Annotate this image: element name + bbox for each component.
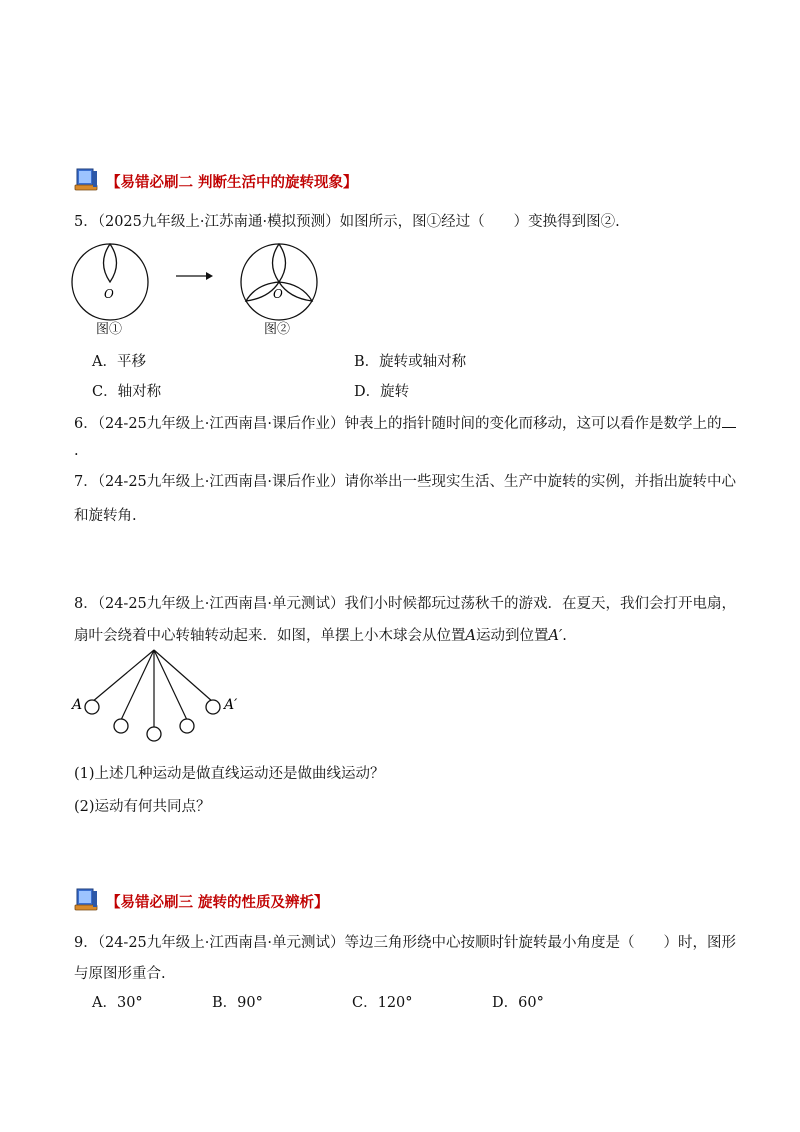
q5-option-a: A．平移 [92, 354, 146, 370]
question-8-line-1: 8．（24-25九年级上·江西南昌·单元测试）我们小时候都玩过荡秋千的游戏．在夏天，我们会打开电扇， [74, 596, 736, 612]
q8-line-2-end: . [562, 628, 567, 644]
question-9-line-2: 与原图形重合. [74, 966, 166, 982]
fig2-caption: 图② [264, 322, 291, 337]
section-header-2 [74, 166, 358, 196]
book-icon [74, 885, 100, 917]
position-a-prime: A′ [548, 628, 563, 644]
question-8-sub-2: (2)运动有何共同点？ [74, 799, 211, 815]
question-7-line-1: 7．（24-25九年级上·江西南昌·课后作业）请你举出一些现实生活、生产中旋转的实例，并指出旋转中心 [74, 474, 736, 490]
q5-option-d: D．旋转 [354, 384, 410, 400]
answer-blank [722, 413, 736, 428]
section-title: 【易错必刷三 旋转的性质及辨析】 [106, 894, 329, 911]
question-5-text: 5．（2025九年级上·江苏南通·模拟预测）如图所示，图①经过（ ）变换得到图②. [74, 214, 620, 230]
q9-option-b: B．90° [212, 995, 263, 1011]
fig2-center-label: O [273, 287, 283, 301]
q8-line-2-part-a: 扇叶会绕着中心转轴转动起来．如图，单摆上小木球会从位置 [74, 628, 466, 644]
q9-option-a: A．30° [92, 995, 143, 1011]
question-6-text [74, 413, 736, 434]
q5-option-c: C．轴对称 [92, 384, 162, 400]
position-a: A [465, 628, 476, 644]
pendulum-figure [66, 646, 256, 746]
question-8-sub-1: (1)上述几种运动是做直线运动还是做曲线运动？ [74, 766, 385, 782]
section-title: 【易错必刷二 判断生活中的旋转现象】 [106, 174, 358, 191]
q8-line-2-part-b: 运动到位置 [475, 628, 549, 644]
section-header-3 [74, 886, 329, 916]
q5-option-b: B．旋转或轴对称 [354, 354, 467, 370]
question-9-line-1: 9．（24-25九年级上·江西南昌·单元测试）等边三角形绕中心按顺时针旋转最小角度是（ ）时，图形 [74, 935, 736, 951]
question-7-line-2: 和旋转角. [74, 508, 137, 524]
pendulum-label-a-prime: A′ [224, 697, 238, 713]
fig1-caption: 图① [96, 322, 123, 337]
book-icon [74, 165, 100, 197]
question-6-body: 6．（24-25九年级上·江西南昌·课后作业）钟表上的指针随时间的变化而移动，这可以看作是数学上的 [74, 416, 722, 432]
fig1-center-label: O [104, 287, 114, 301]
q9-option-c: C．120° [352, 995, 413, 1011]
pendulum-label-a: A [72, 697, 83, 713]
question-8-line-2 [74, 626, 567, 646]
q9-option-d: D．60° [492, 995, 544, 1011]
question-6-tail: . [74, 443, 79, 459]
